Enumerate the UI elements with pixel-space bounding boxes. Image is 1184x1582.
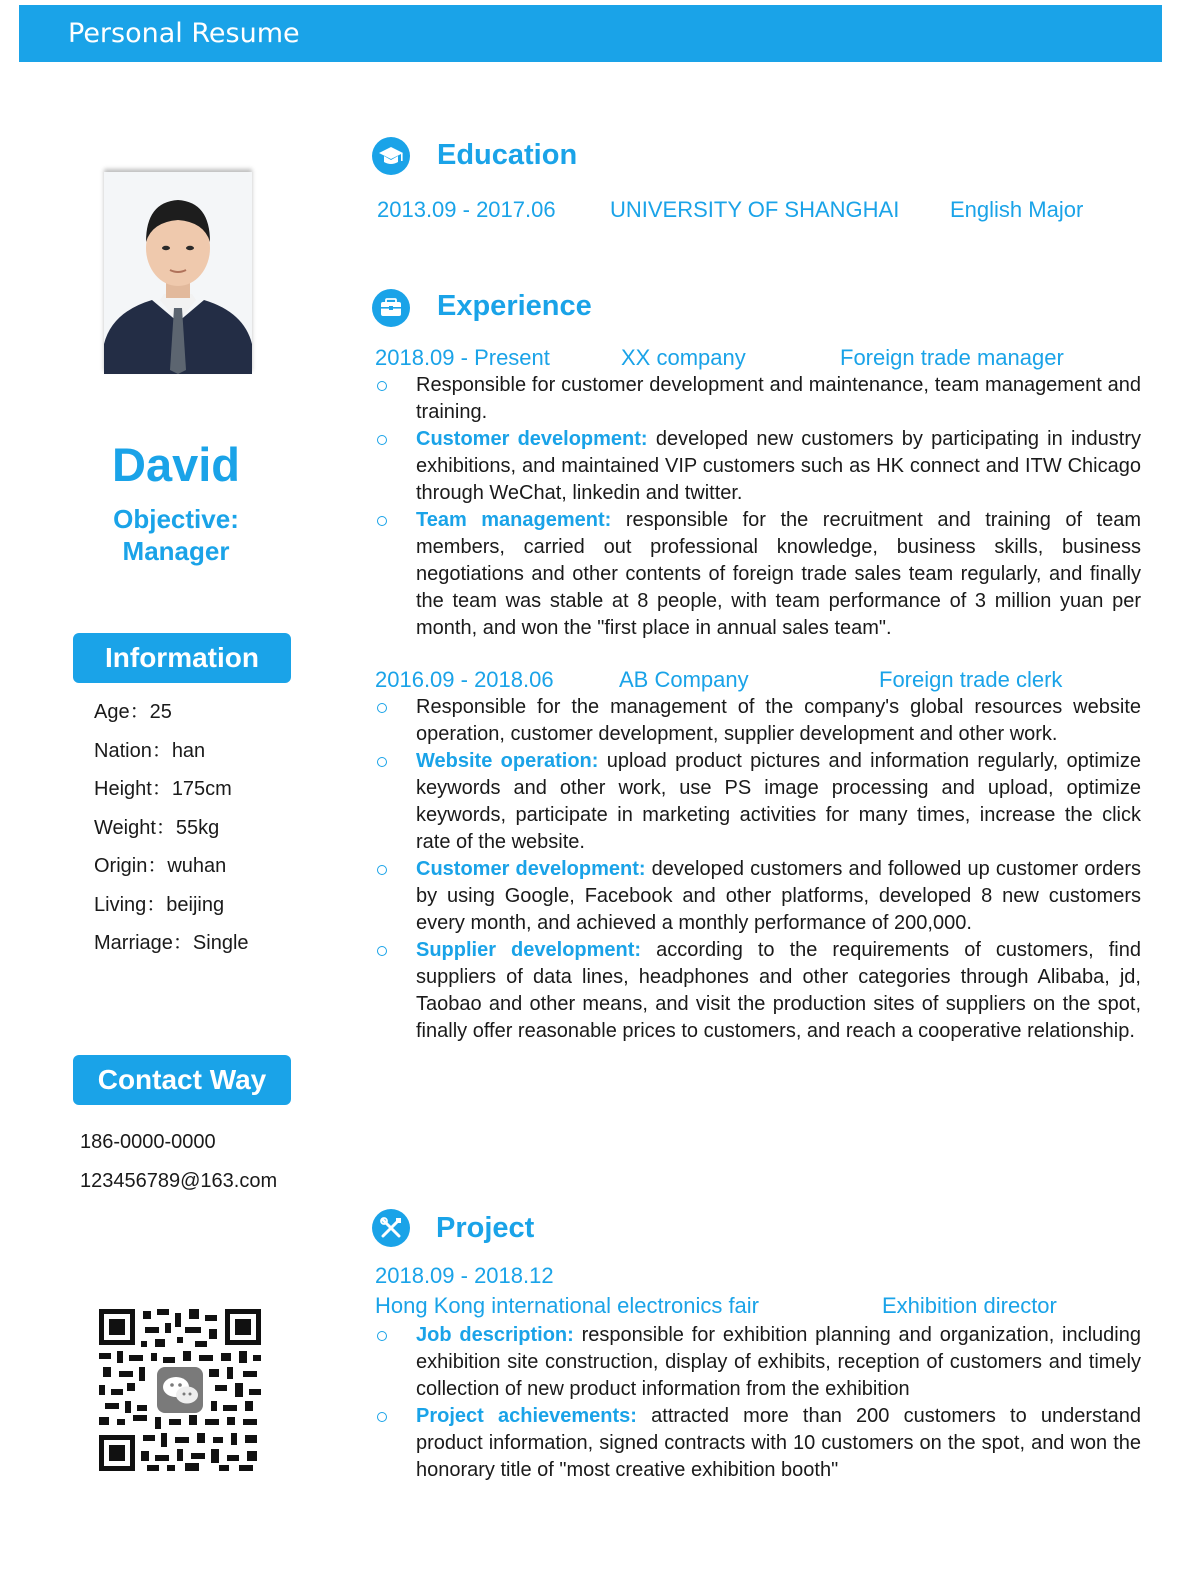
bullet-item [374,507,1141,642]
bullet-key: Team management: [416,509,612,531]
objective [60,503,292,567]
bullet-key: Customer development: [416,428,648,450]
tools-icon [372,1209,410,1247]
info-separator: ： [155,816,176,839]
contact-details [80,1123,277,1201]
email-address[interactable]: 123456789@163.com [80,1170,278,1192]
project-heading: Project [436,1212,535,1244]
info-label: Weight [94,816,156,839]
info-value: wuhan [167,855,227,877]
info-value: beijing [166,893,225,916]
info-item [94,732,249,771]
info-label: Nation [94,739,152,762]
info-label: Height [94,778,152,800]
education-period: 2013.09 - 2017.06 [377,197,556,222]
bullet-item [374,1322,1141,1403]
bullet-text: responsible for exhibition planning and organization, including exhibition site construction, display of exhibits, reception of customers and timely collection of new product information from the exhibition [416,1324,1141,1400]
graduation-cap-icon [372,137,410,175]
objective-value: Manager [122,536,230,566]
education-school: UNIVERSITY OF SHANGHAI [610,197,900,222]
job-company: AB Company [619,667,749,692]
info-value: han [171,739,206,762]
bullet-item [374,748,1141,856]
wechat-icon [157,1367,203,1413]
job-period: 2016.09 - 2018.06 [375,667,554,692]
qr-code [99,1309,261,1471]
profile-photo [104,172,252,374]
info-item [94,886,249,925]
bullet-key: Customer development: [416,858,646,880]
bullet-item [374,937,1141,1045]
info-separator: ： [151,739,172,762]
info-item [94,924,249,963]
bullet-text: Responsible for the management of the company's global resources website operation, customer development, supplier development and other work. [416,696,1141,745]
bullet-key: Project achievements: [416,1405,637,1427]
information-heading: Information [73,633,291,683]
info-item [94,770,249,809]
bullet-item [374,426,1141,507]
info-value: 25 [149,701,172,723]
info-label: Age [94,701,130,723]
info-label: Marriage [94,932,173,954]
candidate-name: David [112,438,240,491]
education-major: English Major [950,197,1084,222]
job-company: XX company [621,345,746,370]
bullet-key: Supplier development: [416,939,642,961]
bullet-text: according to the requirements of customers, find suppliers of data lines, headphones and other categories through Alibaba, jd, Taobao and other means, and visit the production sites of suppliers on the spot, finally offer reasonable prices to customers, and reach a cooperative relationship. [416,939,1141,1042]
info-separator: ： [146,893,167,916]
information-list [94,693,249,963]
info-separator: ： [172,932,193,954]
bullet-item [374,372,1141,426]
info-separator: ： [151,778,172,800]
project-period: 2018.09 - 2018.12 [375,1263,554,1288]
info-item [94,693,249,732]
project-name: Hong Kong international electronics fair [375,1293,760,1318]
info-separator: ： [147,855,168,877]
bullet-item [374,856,1141,937]
briefcase-icon [372,289,410,327]
bullet-key: Job description: [416,1324,574,1346]
phone-number[interactable]: 186-0000-0000 [80,1131,216,1153]
job-bullets [374,372,1141,642]
bullet-item [374,1403,1141,1484]
project-bullets [374,1322,1141,1484]
objective-label: Objective: [113,504,239,534]
job-bullets [374,694,1141,1045]
info-value: 175cm [171,778,232,800]
project-role: Exhibition director [882,1293,1057,1318]
header-bar [19,5,1162,62]
info-label: Living [94,893,147,916]
bullet-text: responsible for the recruitment and training of team members, carried out professional knowledge, business skills, business negotiations and other contents of foreign trade sales team regularly, and finally the team was stable at 8 people, with team performance of 3 million yuan per month, and won the "first place in annual sales team". [416,509,1141,639]
education-heading: Education [437,139,578,171]
job-period: 2018.09 - Present [375,345,550,370]
info-value: 55kg [175,816,220,839]
bullet-key: Website operation: [416,750,599,772]
info-item [94,809,249,848]
job-role: Foreign trade manager [840,345,1064,370]
bullet-text: developed customers and followed up customer orders by using Google, Facebook and other platforms, developed 8 new customers every month, and achieved a monthly performance of 200,000. [416,858,1141,934]
bullet-text: Responsible for customer development and maintenance, team management and training. [416,374,1141,423]
bullet-text: developed new customers by participating in industry exhibitions, and maintained VIP customers such as HK connect and ITW Chicago through WeChat, linkedin and twitter. [416,428,1141,504]
page-title: Personal Resume [68,18,300,49]
bullet-text: attracted more than 200 customers to understand product information, signed contracts with 10 customers on the spot, and won the honorary title of "most creative exhibition booth" [416,1405,1141,1481]
job-role: Foreign trade clerk [879,667,1063,692]
experience-heading: Experience [437,290,592,322]
bullet-item [374,694,1141,748]
info-label: Origin [94,855,148,877]
info-item [94,847,249,886]
bullet-text: upload product pictures and information regularly, optimize keywords and other work, use PS image processing and upload, optimize keywords, participate in marketing activities for many times, increase the click rate of the website. [416,750,1141,853]
contact-heading: Contact Way [73,1055,291,1105]
info-separator: ： [129,701,150,723]
info-value: Single [192,932,249,954]
